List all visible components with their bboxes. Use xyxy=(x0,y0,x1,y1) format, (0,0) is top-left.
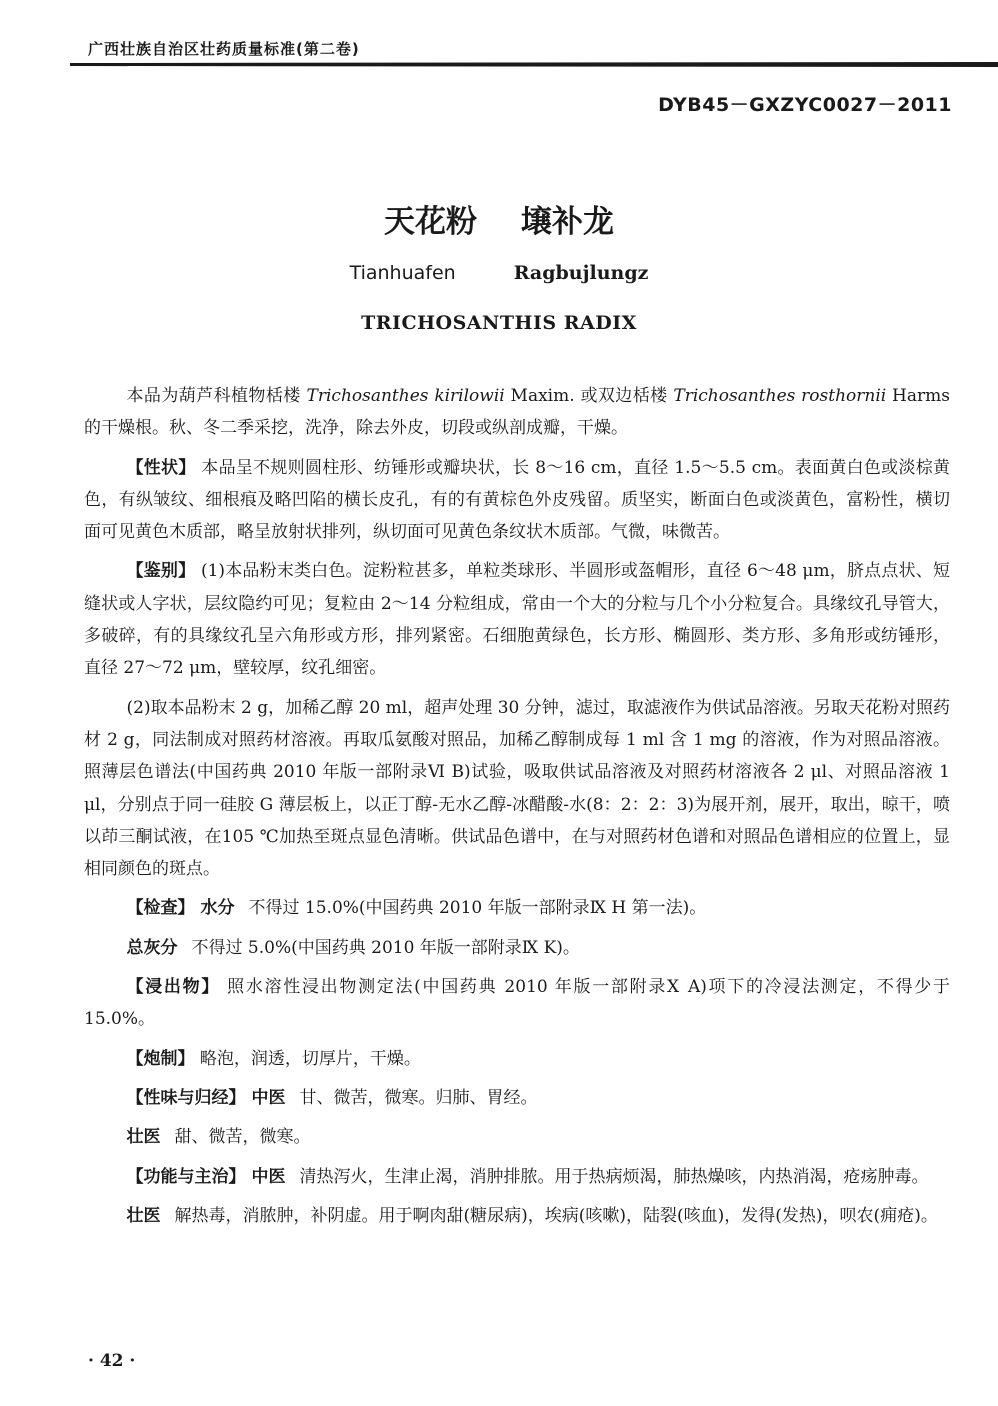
total-ash-label: 总灰分 xyxy=(126,937,178,958)
species-name-1: Trichosanthes kirilowii xyxy=(306,386,505,406)
function-zhuang-text: 解热毒，消脓肿，补阴虚。用于啊肉甜(糖尿病)，埃病(咳嗽)，陆裂(咳血)，发得(发热)，呗农(痈疮)。 xyxy=(174,1205,938,1226)
description-label: 【性状】 xyxy=(126,457,196,478)
property-zhuang-text: 甜、微苦，微寒。 xyxy=(174,1127,311,1148)
identification-text-2: (2)取本品粉末 2 g，加稀乙醇 20 ml，超声处理 30 分钟，滤过，取滤液作为供试品溶液。另取天花粉对照药材 2 g，同法制成对照药材溶液。再取瓜氨酸对照品，加稀乙醇制成每 1 ml 含 1 mg 的溶液，作为对照品溶液。照薄层色谱法(中国药典 2010 年版一部附录Ⅵ B)试验，吸取供试品溶液及对照药材溶液各 2 μl、对照品溶液 1 μl，分别点于同一硅胶 G 薄层板上，以正丁醇-无水乙醇-冰醋酸-水(8：2：2：3)为展开剂，展开，取出，晾干，喷以茚三酮试液，在105 ℃加热至斑点显色清晰。供试品色谱中，在与对照药材色谱和对照品色谱相应的位置上，显相同颜色的斑点。 xyxy=(84,697,950,880)
property-label: 【性味与归经】 xyxy=(126,1087,246,1108)
title-zhuang: 壌补龙 xyxy=(521,204,614,240)
monograph-body xyxy=(84,380,950,1239)
section-function-tcm xyxy=(84,1161,950,1193)
function-label: 【功能与主治】 xyxy=(126,1166,246,1187)
function-tcm-text: 清热泻火，生津止渴，消肿排脓。用于热病烦渴，肺热燥咳，内热消渴，疮疡肿毒。 xyxy=(299,1166,929,1187)
standard-code: DYB45－GXZYC0027－2011 xyxy=(658,94,952,116)
title-latin: TRICHOSANTHIS RADIX xyxy=(361,312,637,334)
description-text: 本品呈不规则圆柱形、纺锤形或瓣块状，长 8～16 cm，直径 1.5～5.5 cm。表面黄白色或淡棕黄色，有纵皱纹、细根痕及略凹陷的横长皮孔，有的有黄棕色外皮残留。质坚实，断面白色或淡黄色，富粉性，横切面可见黄色木质部，略呈放射状排列，纵切面可见黄色条纹状木质部。气微，味微苦。 xyxy=(84,457,951,543)
intro-text-1: 本品为葫芦科植物栝楼 xyxy=(126,386,307,406)
identification-text-1: (1)本品粉末类白色。淀粉粒甚多，单粒类球形、半圆形或盔帽形，直径 6～48 μm，脐点点状、短缝状或人字状，层纹隐约可见；复粒由 2～14 分粒组成，常由一个大的分粒与几个小分粒复合。具缘纹孔导管大，多破碎，有的具缘纹孔呈六角形或方形，排列紧密。石细胞黄绿色，长方形、椭圆形、类方形、多角形或纺锤形，直径 27～72 μm，壁较厚，纹孔细密。 xyxy=(84,561,950,679)
zhuang-medicine-label: 壮医 xyxy=(126,1205,161,1226)
intro-text-3: Harms 的干燥根。秋、冬二季采挖，洗净，除去外皮，切段或纵剖成瓣，干燥。 xyxy=(84,386,950,439)
monograph-title xyxy=(0,196,998,241)
inspection-label: 【检查】 xyxy=(126,898,195,919)
section-description xyxy=(84,452,950,549)
title-romanization xyxy=(0,262,998,284)
section-identification-2 xyxy=(84,692,950,886)
running-head: 广西壮族自治区壮药质量标准(第二卷) xyxy=(88,40,360,58)
section-property-zhuang xyxy=(84,1121,950,1153)
section-function-zhuang xyxy=(84,1200,950,1232)
identification-label: 【鉴别】 xyxy=(126,561,196,582)
intro-paragraph xyxy=(84,380,950,445)
intro-text-2: Maxim. 或双边栝楼 xyxy=(504,386,674,406)
section-processing xyxy=(84,1043,950,1075)
moisture-text: 不得过 15.0%(中国药典 2010 年版一部附录Ⅸ H 第一法)。 xyxy=(248,898,707,919)
property-tcm-text: 甘、微苦，微寒。归肺、胃经。 xyxy=(299,1087,538,1108)
processing-label: 【炮制】 xyxy=(126,1048,195,1069)
processing-text: 略泡，润透，切厚片，干燥。 xyxy=(199,1048,421,1069)
section-property-tcm xyxy=(84,1082,950,1114)
tcm-label: 中医 xyxy=(251,1166,286,1187)
section-inspection-ash xyxy=(84,932,950,964)
tcm-label: 中医 xyxy=(251,1087,286,1108)
title-zhuang-pinyin: Ragbujlungz xyxy=(513,262,649,284)
total-ash-text: 不得过 5.0%(中国药典 2010 年版一部附录Ⅸ K)。 xyxy=(191,937,580,958)
title-chinese: 天花粉 xyxy=(384,204,477,240)
section-identification-1 xyxy=(84,555,950,684)
section-inspection-moisture xyxy=(84,892,950,924)
page-number: · 42 · xyxy=(88,1351,136,1371)
title-pinyin: Tianhuafen xyxy=(349,262,456,284)
extractives-text: 照水溶性浸出物测定法(中国药典 2010 年版一部附录Ⅹ A)项下的冷浸法测定，不得少于 15.0%。 xyxy=(84,977,951,1030)
header-rule xyxy=(70,62,998,67)
extractives-label: 【浸出物】 xyxy=(126,977,221,998)
section-extractives xyxy=(84,971,950,1036)
zhuang-medicine-label: 壮医 xyxy=(126,1127,161,1148)
moisture-label: 水分 xyxy=(200,898,235,919)
species-name-2: Trichosanthes rosthornii xyxy=(673,386,887,406)
